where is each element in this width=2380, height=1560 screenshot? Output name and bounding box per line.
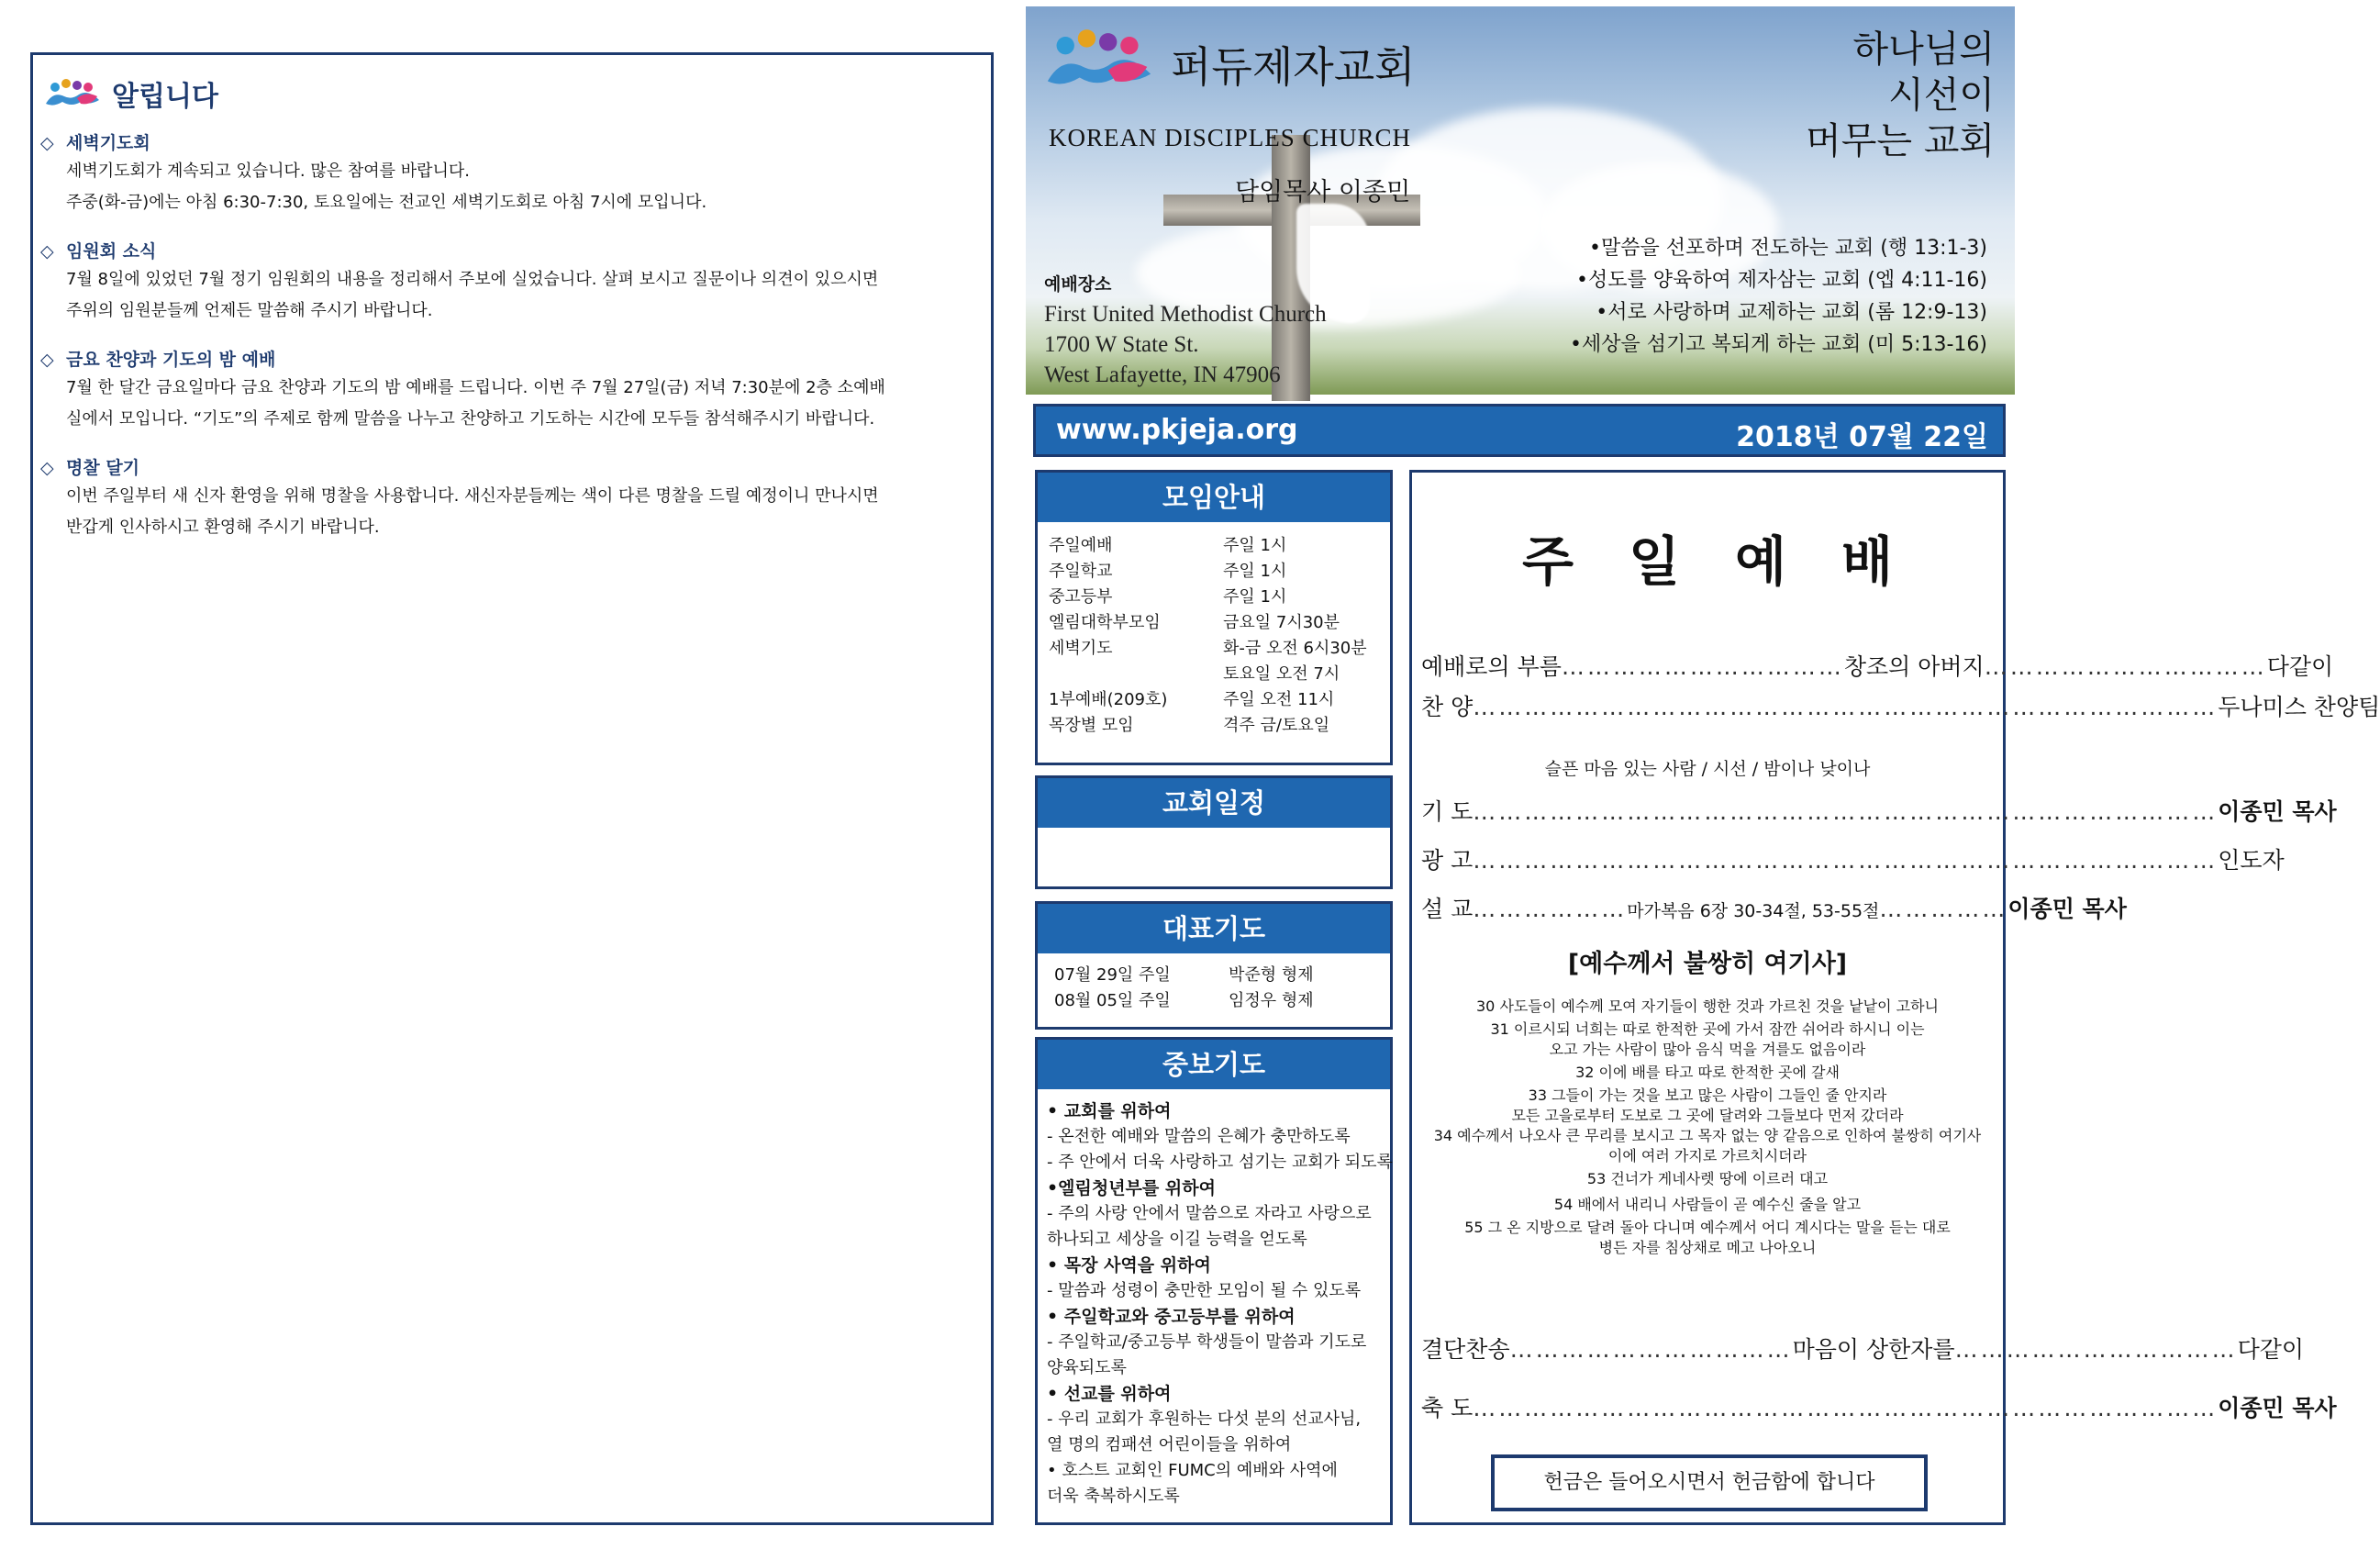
meeting-time: 주일 1시 (1223, 562, 1287, 581)
meeting-row (1049, 687, 1390, 713)
announcement-line: 이번 주일부터 새 신자 환영을 위해 명찰을 사용합니다. 새신자분들께는 색이 다른 명찰을 드릴 예정이니 만나시면 (66, 486, 879, 506)
church-name-english: KOREAN DISCIPLES CHURCH (1049, 124, 1412, 151)
announcement-line: 실에서 모입니다. “기도”의 주제로 함께 말씀을 나누고 찬양하고 기도하는 시간에 모두들 참석해주시기 바랍니다. (66, 409, 875, 429)
scripture-verse: 34 예수께서 나오사 큰 무리를 보시고 그 목자 없는 양 같음으로 인하여 불쌍히 여기사 (1433, 1127, 1982, 1144)
intercession-topic: • 주일학교와 중고등부를 위하여 (1047, 1307, 1296, 1327)
scripture-verse: 31 이르시되 너희는 따로 한적한 곳에 가서 잠깐 쉬어라 하시니 이는 (1490, 1020, 1925, 1038)
order-sermon (1421, 891, 2127, 924)
diamond-bullet-icon: ◇ (40, 350, 54, 370)
scripture-passage (1412, 994, 2003, 1258)
intercession-topic: • 선교를 위하여 (1047, 1384, 1172, 1404)
announcement-heading-text: 명찰 달기 (66, 458, 140, 478)
intercession-box (1035, 1037, 1393, 1525)
leader-dots: …………………………… (1561, 653, 1844, 680)
meeting-row (1049, 636, 1390, 662)
worship-title: 주일예배 (1521, 530, 1949, 593)
church-logo-icon (44, 78, 101, 109)
rep-prayer-row (1054, 988, 1390, 1014)
meeting-time: 화-금 오전 6시30분 (1223, 639, 1367, 658)
scripture-verse: 모든 고을로부터 도보로 그 곳에 달려와 그들보다 먼저 갔더라 (1511, 1107, 1904, 1124)
announcement-item (40, 239, 985, 327)
meeting-row (1049, 559, 1390, 585)
order-label: 광 고 (1421, 847, 1474, 874)
rep-prayer-box (1035, 901, 1393, 1030)
prayer-date: 07월 29일 주일 (1054, 965, 1171, 985)
meeting-name: 중고등부 (1049, 587, 1113, 607)
announcement-list (40, 130, 985, 563)
leader-dots: …………………………………………………………………………… (1473, 847, 2219, 874)
rep-prayer-row (1054, 963, 1390, 988)
meeting-name: 목장별 모임 (1049, 716, 1134, 735)
address-line: First United Methodist Church (1044, 302, 1327, 327)
leader-dots: ……………… (1473, 896, 1628, 922)
scripture-verse: 오고 가는 사람이 많아 음식 먹을 겨를도 없음이라 (1549, 1041, 1866, 1058)
leader-dots: …………………………… (1984, 653, 2267, 680)
meeting-row (1049, 533, 1390, 559)
order-praise (1421, 689, 2380, 722)
church-name-korean: 퍼듀제자교회 (1171, 42, 1416, 92)
offering-notice: 헌금은 들어오시면서 헌금함에 합니다 (1491, 1454, 1928, 1511)
meeting-time: 주일 오전 11시 (1223, 690, 1335, 709)
scripture-verse: 병든 자를 침상채로 메고 나아오니 (1598, 1239, 1817, 1256)
meeting-time: 주일 1시 (1223, 587, 1287, 607)
leader-dots: …………… (1879, 896, 2008, 922)
meeting-row (1049, 585, 1390, 610)
intercession-detail: - 말씀과 성령이 충만한 모임이 될 수 있도록 (1047, 1281, 1362, 1300)
scripture-verse: 이에 여러 가지로 가르치시더라 (1607, 1147, 1807, 1164)
prayer-person: 임정우 형제 (1229, 991, 1314, 1010)
order-label: 기 도 (1421, 798, 1474, 825)
meeting-row (1049, 662, 1390, 687)
sermon-title: [예수께서 불쌍히 여기사] (1567, 950, 1848, 978)
order-leader: 다같이 (2237, 1336, 2305, 1363)
announcement-line: 7월 한 달간 금요일마다 금요 찬양과 기도의 밤 예배를 드립니다. 이번 주 7월 27일(금) 저녁 7:30분에 2층 소예배 (66, 378, 885, 397)
worship-place-label: 예배장소 (1044, 274, 1112, 295)
meetings-list (1038, 522, 1390, 739)
leader-dots: …………………………… (1954, 1336, 2238, 1363)
intercession-detail: - 주의 사랑 안에서 말씀으로 자라고 사랑으로 (1047, 1204, 1372, 1223)
order-leader: 이종민 목사 (2218, 798, 2337, 825)
mission-statement: •세상을 섬기고 복되게 하는 교회 (미 5:13-16) (1570, 333, 1987, 356)
announcement-heading-text: 세벽기도회 (66, 133, 150, 153)
announcement-heading (40, 239, 985, 264)
bulletin-date: 2018년 07월 22일 (1736, 421, 1988, 453)
diamond-bullet-icon: ◇ (40, 133, 54, 153)
leader-dots: …………………………………………………………………………… (1473, 798, 2219, 825)
prayer-person: 박준형 형제 (1229, 965, 1314, 985)
order-label: 설 교 (1421, 896, 1474, 922)
scripture-verse: 30 사도들이 예수께 모여 자기들이 행한 것과 가르친 것을 낱낱이 고하니 (1476, 997, 1939, 1015)
announcement-heading (40, 130, 985, 156)
order-content: 마음이 상한자를 (1792, 1336, 1955, 1363)
announcement-heading (40, 347, 985, 373)
intercession-title: 중보기도 (1038, 1040, 1390, 1089)
website-link[interactable]: www.pkjeja.org (1056, 414, 1298, 446)
header-banner (1026, 6, 2015, 395)
scripture-verse: 55 그 온 지방으로 달려 돌아 다니며 예수께서 어디 계시다는 말을 듣는 대로 (1464, 1219, 1951, 1236)
leader-dots: …………………………………………………………………………… (1473, 694, 2219, 720)
scripture-verse: 33 그들이 가는 것을 보고 많은 사람이 그들인 줄 안지라 (1528, 1086, 1887, 1104)
announcement-heading-text: 임원회 소식 (66, 241, 157, 262)
intercession-topic: • 목장 사역을 위하여 (1047, 1255, 1211, 1276)
intercession-detail: - 주일학교/중고등부 학생들이 말씀과 기도로 (1047, 1332, 1367, 1352)
meeting-name: 주일예배 (1049, 536, 1113, 555)
mission-statement: •말씀을 선포하며 전도하는 교회 (행 13:1-3) (1589, 237, 1987, 260)
church-logo-icon (1044, 27, 1154, 100)
address-line: 1700 W State St. (1044, 332, 1199, 357)
logo (1044, 27, 1154, 104)
announcement-item (40, 347, 985, 435)
announcement-item (40, 130, 985, 218)
leader-dots: …………………………………………………………………………… (1473, 1395, 2219, 1421)
address-line: West Lafayette, IN 47906 (1044, 362, 1281, 387)
announcement-line: 7월 8일에 있었던 7월 정기 임원회의 내용을 정리해서 주보에 실었습니다. 살펴 보시고 질문이나 의견이 있으시면 (66, 270, 879, 289)
intercession-detail: 하나되고 세상을 이길 능력을 얻도록 (1047, 1230, 1307, 1249)
order-label: 예배로의 부름 (1421, 653, 1562, 680)
announcement-heading-text: 금요 찬양과 기도의 밤 예배 (66, 350, 276, 370)
leader-dots: …………………………… (1509, 1336, 1793, 1363)
senior-pastor: 담임목사 이종민 (1235, 178, 1411, 206)
meeting-name (1049, 662, 1223, 687)
order-call-to-worship (1421, 649, 2334, 682)
announcements-title: 알립니다 (112, 81, 218, 113)
diamond-bullet-icon: ◇ (40, 458, 54, 478)
meeting-name: 세벽기도 (1049, 639, 1113, 658)
intercession-detail: 열 명의 컴패션 어린이들을 위하여 (1047, 1435, 1292, 1454)
intercession-detail: 더욱 축복하시도록 (1047, 1487, 1180, 1506)
meeting-time: 토요일 오전 7시 (1223, 664, 1340, 684)
order-benediction (1421, 1390, 2337, 1423)
meeting-time: 격주 금/토요일 (1223, 716, 1330, 735)
order-leader: 다같이 (2266, 653, 2334, 680)
intercession-detail: - 온전한 예배와 말씀의 은혜가 충만하도록 (1047, 1127, 1351, 1146)
meeting-name: 엘림대학부모임 (1049, 613, 1161, 632)
schedule-title: 교회일정 (1038, 778, 1390, 828)
order-label: 축 도 (1421, 1395, 1474, 1421)
order-prayer (1421, 794, 2337, 827)
schedule-box (1035, 775, 1393, 889)
slogan-line: 하나님의 (1852, 28, 1995, 71)
slogan-line: 시선이 (1888, 74, 1995, 117)
order-leader: 인도자 (2218, 847, 2285, 874)
announcements-header (44, 73, 218, 114)
meetings-box (1035, 470, 1393, 765)
intercession-topic: •엘림청년부를 위하여 (1047, 1178, 1216, 1198)
order-leader: 이종민 목사 (2218, 1395, 2337, 1421)
announcement-item (40, 455, 985, 543)
intercession-detail: • 호스트 교회인 FUMC의 예배와 사역에 (1047, 1461, 1338, 1480)
prayer-date: 08월 05일 주일 (1054, 991, 1171, 1010)
mission-statement: •성도를 양육하여 제자삼는 교회 (엡 4:11-16) (1576, 269, 1987, 292)
order-closing-hymn (1421, 1332, 2305, 1365)
worship-order-box (1409, 470, 2380, 1525)
meeting-time: 주일 1시 (1223, 536, 1287, 555)
meeting-name: 주일학교 (1049, 562, 1113, 581)
order-leader: 이종민 목사 (2007, 896, 2127, 922)
meeting-name: 1부예배(209호) (1049, 690, 1168, 709)
scripture-verse: 53 건너가 게네사렛 땅에 이르러 대고 (1586, 1170, 1829, 1187)
intercession-list (1038, 1089, 1393, 1510)
website-date-bar (1033, 404, 2006, 457)
slogan-line: 머무는 교회 (1806, 120, 1995, 162)
intercession-detail: - 우리 교회가 후원하는 다섯 분의 선교사님, (1047, 1410, 1362, 1429)
intercession-topic: • 교회를 위하여 (1047, 1101, 1172, 1121)
order-label: 결단찬송 (1421, 1336, 1510, 1363)
announcement-line: 주위의 임원분들께 언제든 말씀해 주시기 바랍니다. (66, 301, 433, 320)
intercession-detail: 양육되도록 (1047, 1358, 1127, 1377)
order-content: 창조의 아버지 (1843, 653, 1985, 680)
scripture-verse: 54 배에서 내리니 사람들이 곧 예수신 줄을 알고 (1553, 1196, 1862, 1213)
order-label: 찬 양 (1421, 694, 1474, 720)
announcement-line: 반갑게 인사하시고 환영해 주시기 바랍니다. (66, 518, 380, 537)
meeting-time: 금요일 7시30분 (1223, 613, 1340, 632)
church-slogan (1806, 27, 1995, 164)
meeting-row (1049, 713, 1390, 739)
meetings-title: 모임안내 (1038, 473, 1390, 522)
order-announcements (1421, 842, 2285, 875)
meeting-row (1049, 610, 1390, 636)
scripture-verse: 32 이에 배를 타고 따로 한적한 곳에 갈새 (1575, 1064, 1840, 1081)
rep-prayer-title: 대표기도 (1038, 904, 1390, 953)
diamond-bullet-icon: ◇ (40, 241, 54, 262)
mission-statement: •서로 사랑하며 교제하는 교회 (롬 12:9-13) (1596, 301, 1987, 324)
rep-prayer-list (1038, 953, 1390, 1014)
announcement-line: 주중(화-금)에는 아침 6:30-7:30, 토요일에는 전교인 세벽기도회로 아침 7시에 모입니다. (66, 193, 707, 212)
hymn-titles: 슬픈 마음 있는 사람 / 시선 / 밤이나 낮이나 (1544, 759, 1871, 779)
order-leader: 두나미스 찬양팀 (2218, 694, 2380, 720)
intercession-detail: - 주 안에서 더욱 사랑하고 섬기는 교회가 되도록 (1047, 1153, 1393, 1172)
order-content: 마가복음 6장 30-34절, 53-55절 (1627, 901, 1880, 921)
announcements-panel (30, 52, 994, 1525)
announcement-line: 세벽기도회가 계속되고 있습니다. 많은 참여를 바랍니다. (66, 162, 470, 181)
announcement-heading (40, 455, 985, 481)
